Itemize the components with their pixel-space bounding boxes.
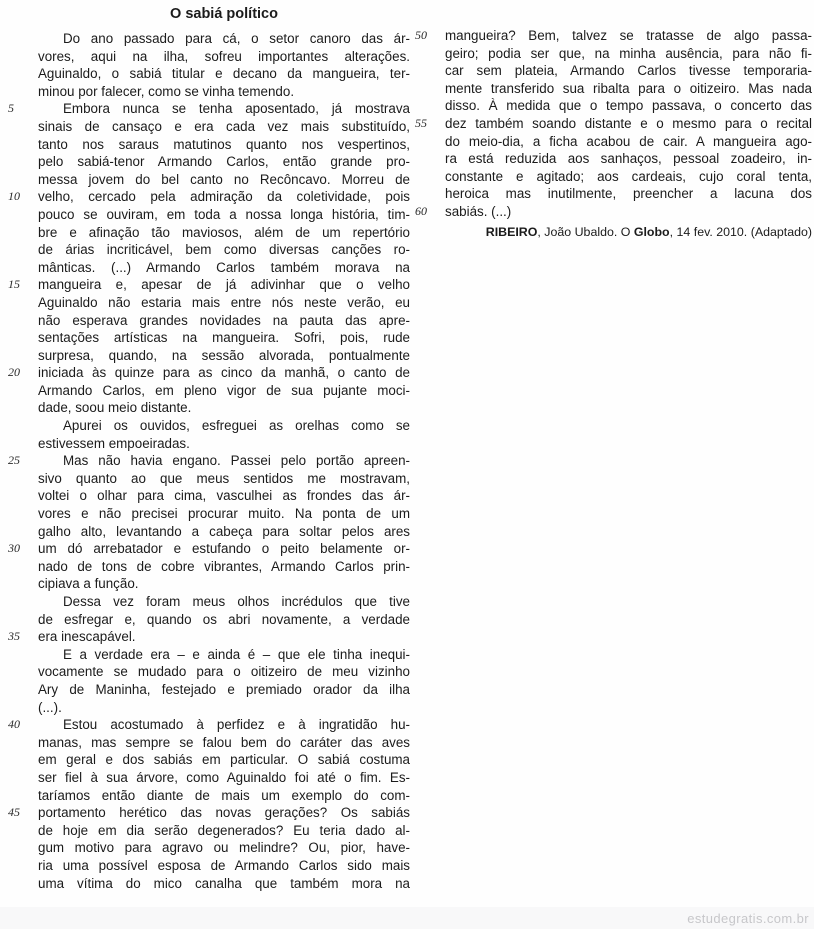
line-number [8, 206, 38, 224]
text-line [8, 241, 410, 259]
line-text: galho alto, levantando a cabeça para soltar pelos ares [38, 523, 410, 539]
line-number [8, 312, 38, 330]
line-number [8, 136, 38, 154]
line-number: 25 [8, 453, 20, 468]
text-line [8, 523, 410, 541]
line-text: velho, cercado pela admiração da coletividade, pois [38, 189, 410, 205]
attribution-tail: , 14 fev. 2010. (Adaptado) [669, 224, 812, 239]
line-text: de hoje em dia serão degenerados? Eu teria dado al- [38, 822, 410, 838]
line-number [8, 259, 38, 277]
line-number [8, 83, 38, 101]
text-line [415, 115, 812, 133]
line-number [8, 118, 38, 136]
line-text: Aguinaldo não estaria mais entre nós neste verão, eu [38, 294, 410, 310]
line-number [8, 65, 38, 83]
line-text: (...). [38, 699, 62, 715]
line-number [8, 241, 38, 259]
line-number [8, 857, 38, 875]
line-text: Estou acostumado à perfidez e à ingratidão hu- [63, 717, 410, 733]
text-line [8, 839, 410, 857]
line-number [8, 839, 38, 857]
line-number: 45 [8, 805, 20, 820]
text-line [8, 857, 410, 875]
line-text: Ary de Maninha, festejado e premiado orador da ilha [38, 681, 410, 697]
line-text: disso. À medida que o tempo passava, o concerto das [445, 98, 812, 114]
line-number [8, 505, 38, 523]
line-text: voltei o olhar para cima, vasculhei as frondes das ár- [38, 488, 410, 504]
line-text: ra está reduzida aos sanhaços, pessoal zoadeiro, in- [445, 151, 812, 167]
line-text: bre e afinação tão maviosos, além de um repertório [38, 224, 410, 240]
text-line [415, 185, 812, 203]
line-text: Apurei os ouvidos, esfreguei as orelhas como se [63, 418, 410, 434]
text-line [8, 470, 410, 488]
right-column-lines [415, 27, 812, 221]
line-text: era inescapável. [38, 629, 136, 645]
text-line [8, 646, 410, 664]
text-line [8, 347, 410, 365]
attribution-author: RIBEIRO [485, 224, 538, 239]
line-number: 10 [8, 189, 20, 204]
line-number [8, 646, 38, 664]
text-line [8, 276, 410, 294]
line-text: não esperava grandes novidades na pauta das apre- [38, 312, 410, 328]
line-number [415, 185, 445, 203]
line-text: ser fiel à sua árvore, como Aguinaldo foi até o fim. Es- [38, 769, 410, 785]
text-line [415, 150, 812, 168]
line-number: 15 [8, 277, 20, 292]
text-line [8, 787, 410, 805]
line-text: Armando Carlos, em pleno vigor de sua pujante moci- [38, 382, 410, 398]
line-text: pelo sabiá-tenor Armando Carlos, então grande pro- [38, 154, 410, 170]
line-text: do meio-dia, a ficha acabou de cair. A mangueira ago- [445, 133, 812, 149]
line-text: cipiava a função. [38, 576, 139, 592]
text-line [8, 312, 410, 330]
line-text: mânticas. (...) Armando Carlos também morava na [38, 259, 410, 275]
line-text: gum motivo para agravo ou melindre? Ou, pior, have- [38, 840, 410, 856]
line-text: heroica mas inutilmente, preencher a lacuna dos [445, 186, 812, 202]
text-line [8, 593, 410, 611]
line-number [8, 751, 38, 769]
text-line [8, 65, 410, 83]
text-line [8, 769, 410, 787]
text-line [8, 505, 410, 523]
right-column [415, 27, 812, 240]
line-text: dez também soando distante e o mesmo para o recital [445, 115, 812, 131]
text-line [8, 100, 410, 118]
text-line [8, 575, 410, 593]
text-line [415, 27, 812, 45]
line-number: 40 [8, 717, 20, 732]
line-number [8, 769, 38, 787]
line-text: car sem plateia, Armando Carlos tivesse temporaria- [445, 63, 812, 79]
line-text: mente transferido sua ribalta para o oitizeiro. Mas nada [445, 80, 812, 96]
line-number [8, 417, 38, 435]
text-line [415, 203, 812, 221]
line-number [415, 150, 445, 168]
line-number [8, 875, 38, 893]
line-number [8, 470, 38, 488]
footer-bar [0, 907, 814, 929]
line-text: pouco se ouviram, em toda a nossa longa história, tim- [38, 206, 410, 222]
line-number [8, 399, 38, 417]
text-line [8, 382, 410, 400]
line-text: em geral e dos sabiás em particular. O sabiá costuma [38, 752, 410, 768]
line-text: mangueira? Bem, talvez se tratasse de algo passa- [445, 28, 812, 43]
line-text: minou por falecer, como se vinha temendo. [38, 83, 295, 99]
page-title: O sabiá político [170, 6, 278, 22]
text-line [8, 417, 410, 435]
line-number [8, 382, 38, 400]
text-line [8, 875, 410, 893]
line-number [8, 153, 38, 171]
line-number: 50 [415, 28, 427, 42]
line-text: portamento herético das novas gerações? Os sabiás [38, 805, 410, 821]
line-number [8, 30, 38, 48]
line-number [8, 48, 38, 66]
line-text: geiro; podia ser que, na minha ausência, para não fi- [445, 45, 812, 61]
line-text: estivessem empoeiradas. [38, 435, 190, 451]
text-line [415, 168, 812, 186]
line-number [415, 133, 445, 151]
text-line [8, 364, 410, 382]
line-text: vores e não precisei procurar muito. Na ponta de um [38, 506, 410, 522]
text-line [8, 822, 410, 840]
line-number [8, 435, 38, 453]
line-number [8, 734, 38, 752]
line-number [8, 611, 38, 629]
line-number [8, 558, 38, 576]
text-line [8, 734, 410, 752]
line-number [8, 663, 38, 681]
text-line [8, 716, 410, 734]
attribution-journal: Globo [633, 224, 670, 239]
line-text: surpresa, quando, na sessão alvorada, pontualmente [38, 347, 410, 363]
line-text: uma vítima do mico canalha que também mora na [38, 875, 410, 891]
text-line [8, 118, 410, 136]
text-line [8, 136, 410, 154]
attribution-middle: , João Ubaldo. O [537, 224, 634, 239]
line-text: de esfregar e, quando os abri novamente, a verdade [38, 611, 410, 627]
text-line [8, 294, 410, 312]
line-text: Dessa vez foram meus olhos incrédulos que tive [63, 594, 410, 609]
line-number [8, 294, 38, 312]
text-line [8, 399, 410, 417]
text-line [8, 487, 410, 505]
text-line [8, 611, 410, 629]
line-number [8, 575, 38, 593]
line-text: vores, aqui na ilha, sofreu importantes alterações. [38, 48, 410, 64]
line-text: nado de tons de cobre vibrantes, Armando Carlos prin- [38, 558, 410, 574]
line-text: taríamos então diante de mais um exemplo do com- [38, 787, 410, 803]
line-text: ria uma possível esposa de Armando Carlos sido mais [38, 857, 410, 873]
line-number: 55 [415, 115, 427, 130]
line-number [8, 224, 38, 242]
text-line [8, 171, 410, 189]
line-text: mangueira e, apesar de já adivinhar que o velho [38, 277, 410, 293]
text-line [8, 663, 410, 681]
line-number [415, 45, 445, 63]
watermark-text: estudegratis.com.br [687, 910, 809, 926]
line-number [415, 97, 445, 115]
line-number: 30 [8, 541, 20, 556]
line-text: iniciada às quinze para as cinco da manhã, o canto de [38, 365, 410, 381]
line-number: 60 [415, 203, 427, 218]
text-line [8, 540, 410, 558]
line-number [8, 787, 38, 805]
text-line [8, 751, 410, 769]
line-number [8, 593, 38, 611]
text-line [8, 628, 410, 646]
text-line [8, 224, 410, 242]
line-number [8, 822, 38, 840]
line-number: 20 [8, 365, 20, 380]
line-number [8, 523, 38, 541]
left-column [8, 6, 410, 892]
line-text: tanto nos saraus matutinos quanto nos vespertinos, [38, 136, 410, 152]
text-line [8, 558, 410, 576]
attribution [415, 224, 812, 240]
left-column-lines [8, 30, 410, 892]
text-line [415, 97, 812, 115]
line-text: Do ano passado para cá, o setor canoro das ár- [63, 31, 410, 46]
line-number [415, 168, 445, 186]
text-line [415, 133, 812, 151]
text-line [8, 699, 410, 717]
line-text: dade, soou meio distante. [38, 400, 192, 416]
text-line [8, 30, 410, 48]
text-line [8, 259, 410, 277]
line-text: constante e agitado; aos cardeais, cujo coral tenta, [445, 168, 812, 184]
line-text: sentações artísticas na mangueira. Sofri, pois, rude [38, 330, 410, 346]
line-text: um dó arrebatador e estufando o peito belamente or- [38, 541, 410, 557]
text-line [415, 62, 812, 80]
text-line [8, 153, 410, 171]
text-line [8, 329, 410, 347]
line-text: sinais de cansaço e era cada vez mais substituído, [38, 118, 410, 134]
line-text: Embora nunca se tenha aposentado, já mostrava [63, 101, 410, 117]
text-line [8, 452, 410, 470]
text-line [415, 80, 812, 98]
text-line [415, 45, 812, 63]
line-text: Aguinaldo, o sabiá titular e decano da mangueira, ter- [38, 66, 410, 82]
text-line [8, 83, 410, 101]
text-line [8, 435, 410, 453]
line-text: vocamente se mudado para o oitizeiro de meu vizinho [38, 664, 410, 680]
text-line [8, 681, 410, 699]
line-number [8, 699, 38, 717]
line-text: sabiás. (...) [445, 203, 512, 219]
text-line [8, 804, 410, 822]
line-number [8, 347, 38, 365]
line-text: E a verdade era – e ainda é – que ele tinha inequi- [63, 646, 410, 662]
line-number: 35 [8, 629, 20, 644]
line-number [8, 171, 38, 189]
line-number [8, 487, 38, 505]
line-number [415, 80, 445, 98]
line-text: Mas não havia engano. Passei pelo portão apreen- [63, 453, 410, 469]
line-number [8, 681, 38, 699]
text-line [8, 188, 410, 206]
line-number [415, 62, 445, 80]
line-number [8, 329, 38, 347]
line-number: 5 [8, 101, 14, 116]
line-text: sivo quanto ao que meus sentidos me mostravam, [38, 470, 410, 486]
line-text: messa jovem do bel canto no Recôncavo. Morreu de [38, 171, 410, 187]
text-line [8, 48, 410, 66]
line-text: de árias incriticável, bem como diversas canções ro- [38, 242, 410, 258]
line-text: manas, mas sempre se falou bem do caráter das aves [38, 734, 410, 750]
text-line [8, 206, 410, 224]
